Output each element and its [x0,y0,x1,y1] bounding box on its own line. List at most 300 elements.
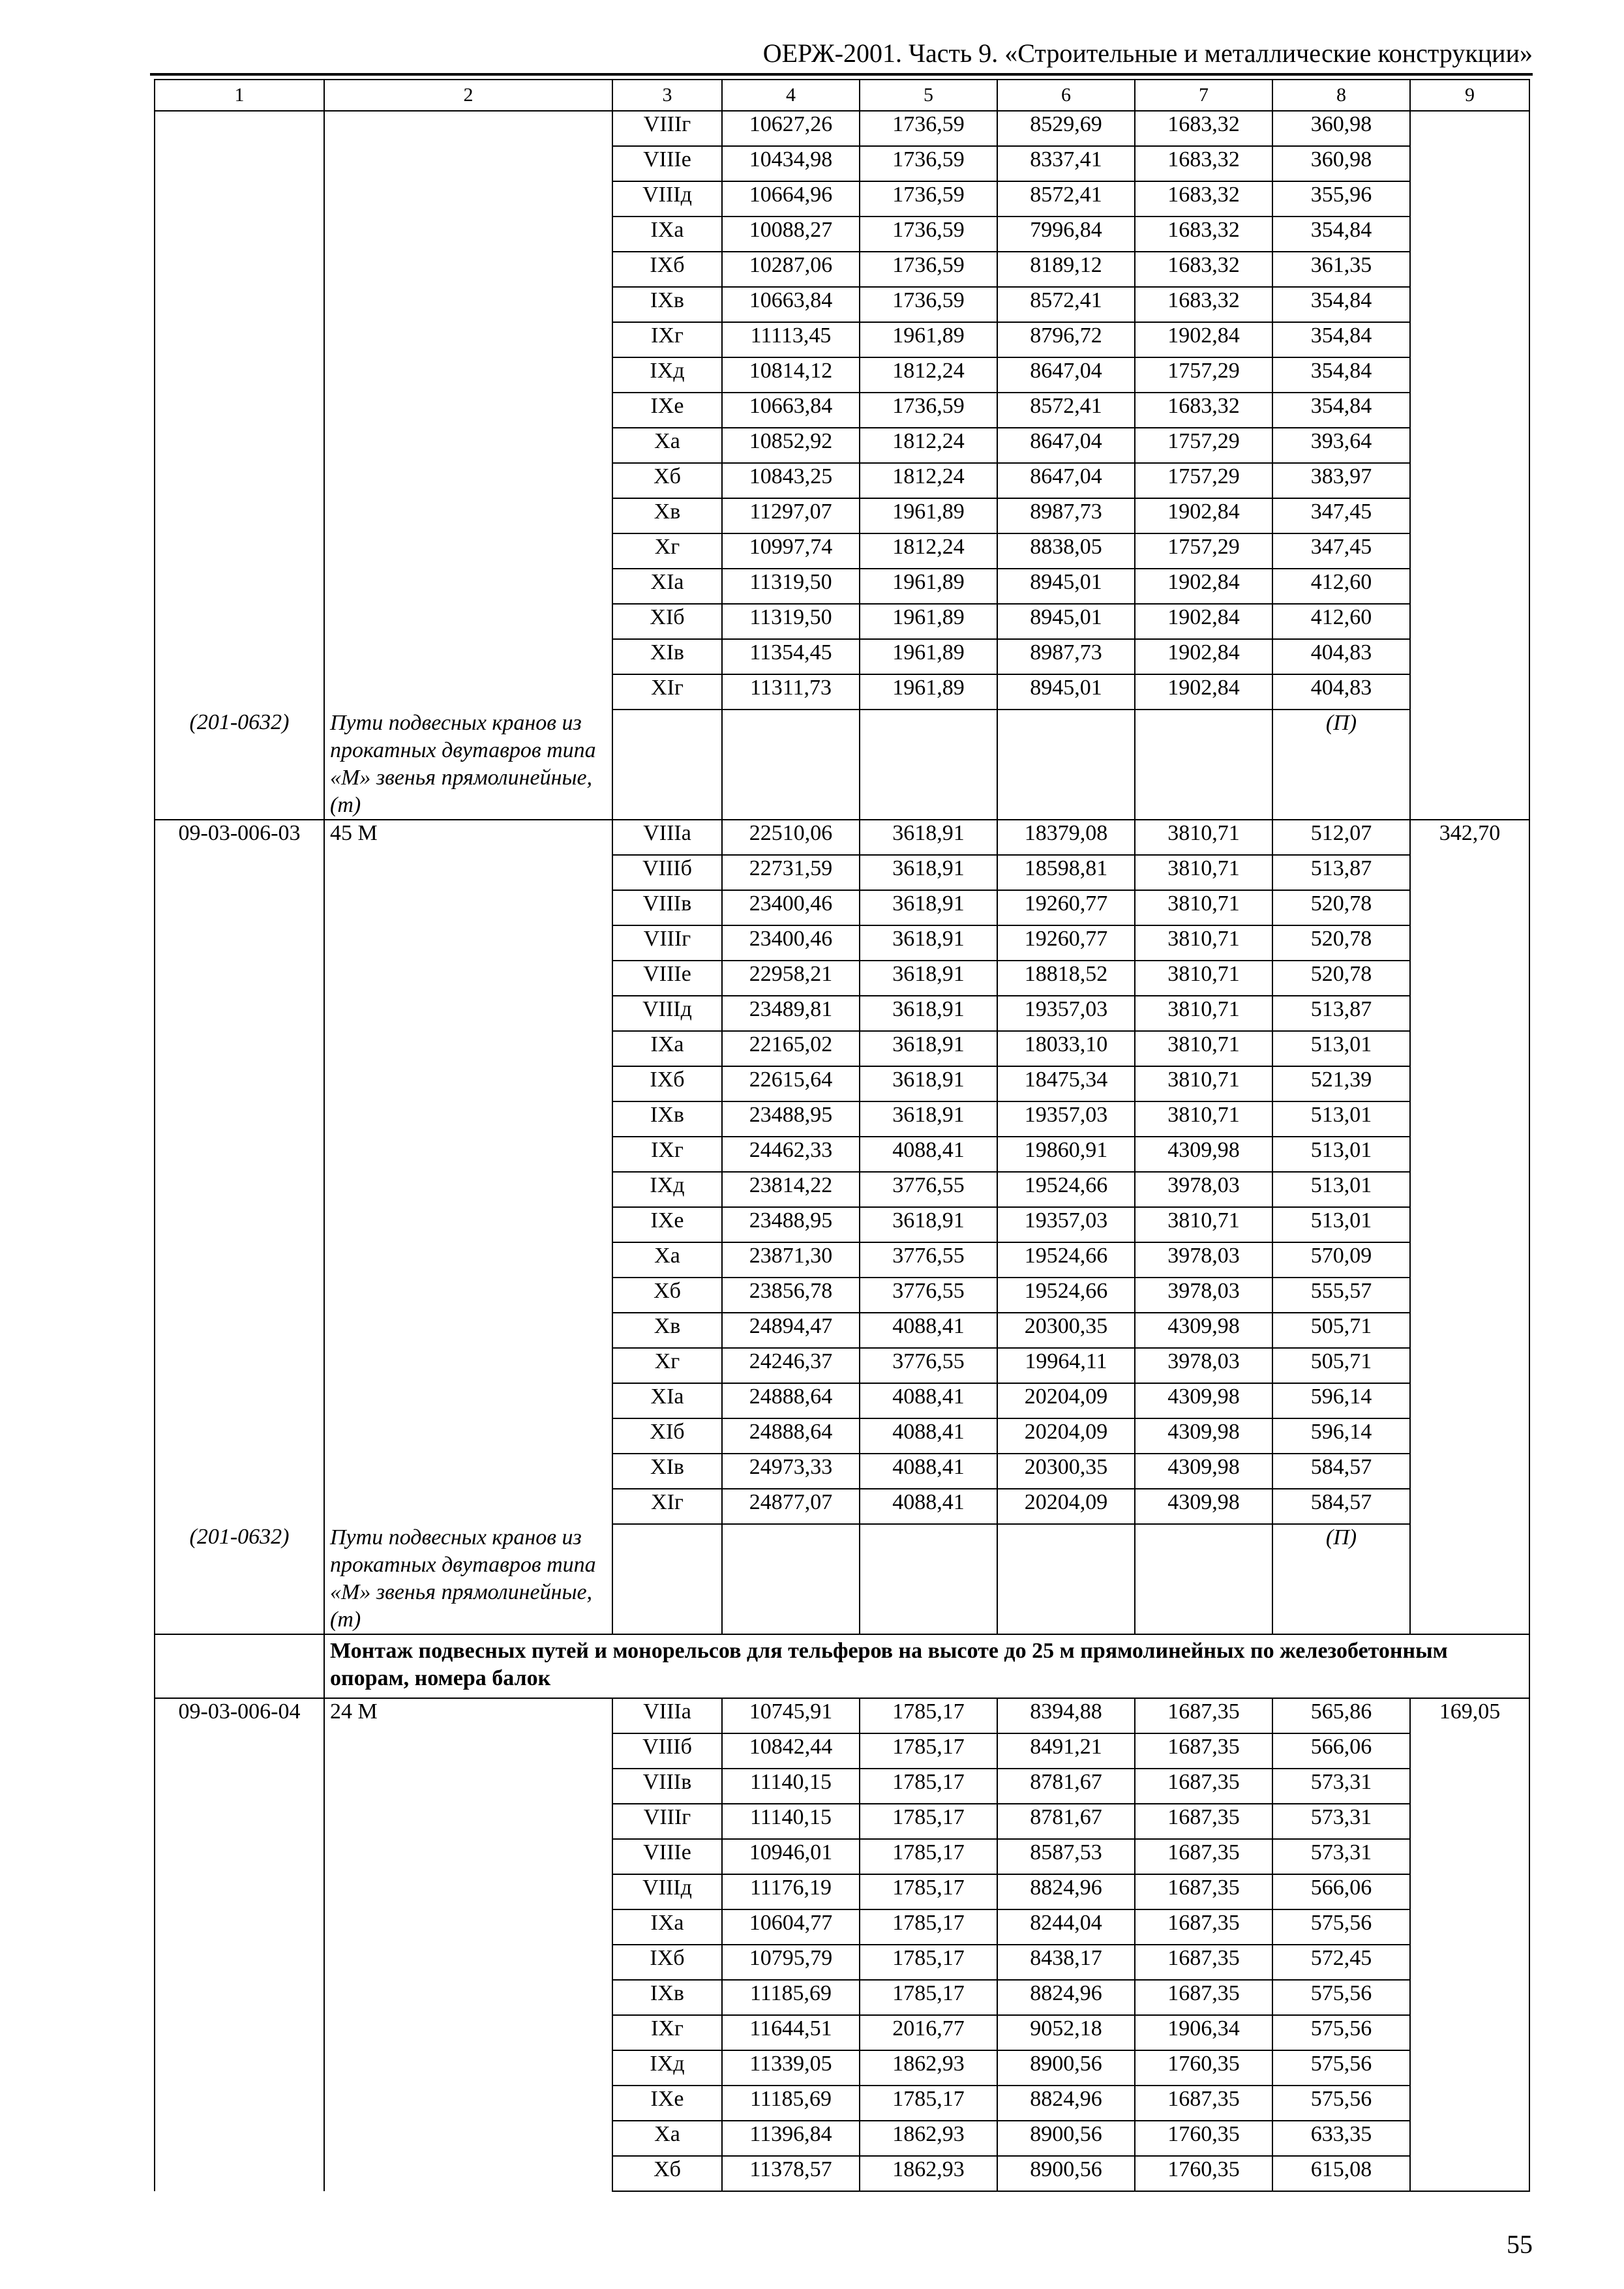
beam-number: VIIIг [612,925,722,961]
wages: 4088,41 [860,1137,997,1172]
total-cost: 24888,64 [722,1383,860,1418]
wages: 3618,91 [860,1207,997,1242]
machines: 8824,96 [997,1980,1135,2015]
wages: 1961,89 [860,674,997,710]
total-cost: 10814,12 [722,357,860,393]
beam-number: Xб [612,463,722,498]
materials: 573,31 [1272,1839,1410,1874]
materials: 575,56 [1272,2050,1410,2086]
beam-number: XIв [612,1454,722,1489]
wages: 1785,17 [860,1769,997,1804]
beam-number: XIа [612,569,722,604]
total-cost: 22615,64 [722,1066,860,1101]
total-cost: 23856,78 [722,1278,860,1313]
machines: 8987,73 [997,639,1135,674]
materials: 360,98 [1272,146,1410,181]
reference-code: (201-0632) [155,1524,324,1634]
driver-wages: 4309,98 [1135,1418,1272,1454]
rate-name [324,111,612,710]
driver-wages: 3810,71 [1135,820,1272,855]
header-rule [150,73,1533,76]
driver-wages: 1687,35 [1135,1733,1272,1769]
materials: 354,84 [1272,393,1410,428]
wages: 1785,17 [860,1804,997,1839]
empty-cell [1135,1524,1272,1634]
driver-wages: 1687,35 [1135,1874,1272,1909]
total-cost: 10795,79 [722,1945,860,1980]
wages: 4088,41 [860,1383,997,1418]
driver-wages: 1760,35 [1135,2121,1272,2156]
total-cost: 23400,46 [722,890,860,925]
beam-number: VIIIе [612,146,722,181]
driver-wages: 3978,03 [1135,1278,1272,1313]
machines: 8900,56 [997,2121,1135,2156]
total-cost: 10434,98 [722,146,860,181]
driver-wages: 4309,98 [1135,1313,1272,1348]
beam-number [612,710,722,820]
total-cost: 10664,96 [722,181,860,217]
column-number: 4 [722,80,860,111]
machines: 8647,04 [997,428,1135,463]
wages: 1736,59 [860,181,997,217]
materials: 570,09 [1272,1242,1410,1278]
beam-number: IXе [612,393,722,428]
machines: 18818,52 [997,961,1135,996]
table-row [155,111,1529,146]
materials: 383,97 [1272,463,1410,498]
driver-wages: 3810,71 [1135,1031,1272,1066]
driver-wages: 1687,35 [1135,1839,1272,1874]
materials: 347,45 [1272,498,1410,533]
materials: 513,01 [1272,1101,1410,1137]
wages: 1785,17 [860,1874,997,1909]
beam-number: IXв [612,1980,722,2015]
empty-cell [997,710,1135,820]
driver-wages: 1757,29 [1135,428,1272,463]
machines: 8189,12 [997,252,1135,287]
wages: 3776,55 [860,1348,997,1383]
total-cost: 11354,45 [722,639,860,674]
driver-wages: 1683,32 [1135,181,1272,217]
materials: 354,84 [1272,217,1410,252]
rate-name: 24 М [324,1698,612,2191]
materials: 505,71 [1272,1313,1410,1348]
materials: 521,39 [1272,1066,1410,1101]
materials: 412,60 [1272,604,1410,639]
beam-number: XIб [612,604,722,639]
machines: 18475,34 [997,1066,1135,1101]
machines: 8572,41 [997,287,1135,322]
beam-number: IXе [612,1207,722,1242]
wages: 3618,91 [860,1066,997,1101]
beam-number: IXа [612,217,722,252]
empty-cell [1135,710,1272,820]
section-title: Монтаж подвесных путей и монорельсов для тельферов на высоте до 25 м прямолинейных по железобетонным опорам, номера балок [324,1634,1529,1698]
driver-wages: 3810,71 [1135,961,1272,996]
materials: 596,14 [1272,1418,1410,1454]
driver-wages: 4309,98 [1135,1383,1272,1418]
materials: 355,96 [1272,181,1410,217]
materials: 555,57 [1272,1278,1410,1313]
column-number: 6 [997,80,1135,111]
wages: 3776,55 [860,1172,997,1207]
beam-number: IXб [612,1066,722,1101]
materials: 596,14 [1272,1383,1410,1418]
machines: 19357,03 [997,1101,1135,1137]
beam-number: VIIIг [612,111,722,146]
beam-number: XIб [612,1418,722,1454]
driver-wages: 3810,71 [1135,1207,1272,1242]
wages: 1736,59 [860,287,997,322]
beam-number: VIIIа [612,1698,722,1733]
materials: 512,07 [1272,820,1410,855]
materials: 347,45 [1272,533,1410,569]
wages: 1785,17 [860,2086,997,2121]
wages: 1736,59 [860,393,997,428]
driver-wages: 1683,32 [1135,252,1272,287]
wages: 1812,24 [860,357,997,393]
empty-cell [860,1524,997,1634]
wages: 3618,91 [860,1101,997,1137]
wages: 1862,93 [860,2050,997,2086]
driver-wages: 1902,84 [1135,322,1272,357]
empty-cell [860,710,997,820]
beam-number: VIIIд [612,1874,722,1909]
driver-wages: 1687,35 [1135,1804,1272,1839]
beam-number: Xг [612,533,722,569]
total-cost: 23871,30 [722,1242,860,1278]
wages: 1862,93 [860,2121,997,2156]
driver-wages: 4309,98 [1135,1454,1272,1489]
materials: 361,35 [1272,252,1410,287]
machines: 19860,91 [997,1137,1135,1172]
wages: 3618,91 [860,996,997,1031]
total-cost: 10663,84 [722,287,860,322]
machines: 20204,09 [997,1383,1135,1418]
driver-wages: 1687,35 [1135,1980,1272,2015]
materials: 505,71 [1272,1348,1410,1383]
total-cost: 11176,19 [722,1874,860,1909]
column-number: 2 [324,80,612,111]
wages: 4088,41 [860,1454,997,1489]
total-cost: 11644,51 [722,2015,860,2050]
machines: 19357,03 [997,996,1135,1031]
wages: 3618,91 [860,855,997,890]
materials: 575,56 [1272,2015,1410,2050]
driver-wages: 1687,35 [1135,1909,1272,1945]
wages: 1736,59 [860,217,997,252]
beam-number: XIг [612,674,722,710]
driver-wages: 1683,32 [1135,217,1272,252]
materials: 565,86 [1272,1698,1410,1733]
rate-code: 09-03-006-03 [155,820,324,1524]
running-header: ОЕРЖ-2001. Часть 9. «Строительные и металлические конструкции» [762,38,1533,68]
wages: 3618,91 [860,925,997,961]
driver-wages: 3810,71 [1135,1066,1272,1101]
machines: 19964,11 [997,1348,1135,1383]
wages: 1785,17 [860,1945,997,1980]
driver-wages: 1687,35 [1135,1769,1272,1804]
driver-wages: 3978,03 [1135,1242,1272,1278]
beam-number: IXд [612,1172,722,1207]
wages: 1812,24 [860,463,997,498]
total-cost: 23488,95 [722,1207,860,1242]
empty-cell [155,1634,324,1698]
table-row [155,1698,1529,1733]
machines: 8781,67 [997,1804,1135,1839]
machines: 8945,01 [997,604,1135,639]
wages: 1785,17 [860,1909,997,1945]
total-cost: 10842,44 [722,1733,860,1769]
total-cost: 24894,47 [722,1313,860,1348]
total-cost: 11378,57 [722,2156,860,2191]
total-cost: 23488,95 [722,1101,860,1137]
total-cost: 10088,27 [722,217,860,252]
beam-number: VIIIг [612,1804,722,1839]
reference-row [155,1524,1529,1634]
reference-row [155,710,1529,820]
machine-hours [1410,111,1529,820]
total-cost: 11319,50 [722,604,860,639]
machines: 8824,96 [997,2086,1135,2121]
machines: 20300,35 [997,1313,1135,1348]
machines: 19524,66 [997,1172,1135,1207]
wages: 4088,41 [860,1489,997,1524]
reference-description: Пути подвесных кранов из прокатных двутавров типа «М» звенья прямолинейные, (т) [324,1524,612,1634]
beam-number: Xб [612,1278,722,1313]
total-cost: 22958,21 [722,961,860,996]
machines: 8824,96 [997,1874,1135,1909]
total-cost: 10663,84 [722,393,860,428]
wages: 4088,41 [860,1313,997,1348]
driver-wages: 1906,34 [1135,2015,1272,2050]
machines: 18033,10 [997,1031,1135,1066]
machines: 8647,04 [997,357,1135,393]
beam-number: VIIIб [612,855,722,890]
materials: 520,78 [1272,961,1410,996]
reference-description: Пути подвесных кранов из прокатных двутавров типа «М» звенья прямолинейные, (т) [324,710,612,820]
machines: 8337,41 [997,146,1135,181]
wages: 1736,59 [860,146,997,181]
materials: 513,01 [1272,1172,1410,1207]
beam-number: Xа [612,1242,722,1278]
total-cost: 24877,07 [722,1489,860,1524]
total-cost: 11113,45 [722,322,860,357]
materials: 513,01 [1272,1207,1410,1242]
rates-table [154,79,1530,2192]
machines: 8781,67 [997,1769,1135,1804]
driver-wages: 1687,35 [1135,1945,1272,1980]
total-cost: 10287,06 [722,252,860,287]
beam-number: IXа [612,1909,722,1945]
wages: 1961,89 [860,639,997,674]
wages: 4088,41 [860,1418,997,1454]
materials: 360,98 [1272,111,1410,146]
beam-number: IXг [612,2015,722,2050]
materials: 393,64 [1272,428,1410,463]
driver-wages: 1760,35 [1135,2050,1272,2086]
machines: 20204,09 [997,1418,1135,1454]
wages: 3618,91 [860,1031,997,1066]
materials: 566,06 [1272,1874,1410,1909]
total-cost: 11185,69 [722,2086,860,2121]
rate-code: 09-03-006-04 [155,1698,324,2191]
column-number-row [155,80,1529,111]
column-number: 9 [1410,80,1529,111]
machine-hours: 169,05 [1410,1698,1529,2191]
wages: 1785,17 [860,1698,997,1733]
page-number: 55 [1507,2230,1533,2259]
machines: 8945,01 [997,674,1135,710]
driver-wages: 3978,03 [1135,1348,1272,1383]
materials: 354,84 [1272,357,1410,393]
driver-wages: 3810,71 [1135,925,1272,961]
machines: 20300,35 [997,1454,1135,1489]
wages: 2016,77 [860,2015,997,2050]
driver-wages: 1757,29 [1135,463,1272,498]
total-cost: 11339,05 [722,2050,860,2086]
driver-wages: 1683,32 [1135,111,1272,146]
total-cost: 10843,25 [722,463,860,498]
driver-wages: 1683,32 [1135,287,1272,322]
beam-number: VIIIе [612,1839,722,1874]
beam-number: IXг [612,322,722,357]
driver-wages: 1902,84 [1135,604,1272,639]
total-cost: 10604,77 [722,1909,860,1945]
beam-number: Xа [612,428,722,463]
beam-number: XIа [612,1383,722,1418]
beam-number: Xв [612,1313,722,1348]
materials: 513,01 [1272,1137,1410,1172]
wages: 1961,89 [860,498,997,533]
materials: 566,06 [1272,1733,1410,1769]
beam-number: VIIIа [612,820,722,855]
machines: 20204,09 [997,1489,1135,1524]
machines: 18379,08 [997,820,1135,855]
beam-number: IXд [612,2050,722,2086]
beam-number: VIIIд [612,181,722,217]
beam-number: Xг [612,1348,722,1383]
machines: 8796,72 [997,322,1135,357]
wages: 1785,17 [860,1839,997,1874]
beam-number: IXг [612,1137,722,1172]
total-cost: 24246,37 [722,1348,860,1383]
machines: 19260,77 [997,925,1135,961]
wages: 3776,55 [860,1278,997,1313]
total-cost: 10852,92 [722,428,860,463]
total-cost: 11396,84 [722,2121,860,2156]
total-cost: 11311,73 [722,674,860,710]
machines: 8647,04 [997,463,1135,498]
beam-number: IXб [612,252,722,287]
wages: 1862,93 [860,2156,997,2191]
materials: 520,78 [1272,890,1410,925]
machines: 8900,56 [997,2050,1135,2086]
driver-wages: 1902,84 [1135,639,1272,674]
total-cost: 22731,59 [722,855,860,890]
empty-cell [722,710,860,820]
empty-cell [722,1524,860,1634]
wages: 1812,24 [860,428,997,463]
driver-wages: 4309,98 [1135,1137,1272,1172]
materials: 513,01 [1272,1031,1410,1066]
driver-wages: 1687,35 [1135,2086,1272,2121]
total-cost: 24888,64 [722,1418,860,1454]
driver-wages: 1683,32 [1135,146,1272,181]
empty-cell [997,1524,1135,1634]
total-cost: 10946,01 [722,1839,860,1874]
reference-mark: (П) [1272,1524,1410,1634]
machines: 8838,05 [997,533,1135,569]
machines: 9052,18 [997,2015,1135,2050]
materials: 404,83 [1272,674,1410,710]
beam-number [612,1524,722,1634]
wages: 3618,91 [860,961,997,996]
total-cost: 24973,33 [722,1454,860,1489]
wages: 1785,17 [860,1733,997,1769]
machines: 8587,53 [997,1839,1135,1874]
materials: 520,78 [1272,925,1410,961]
beam-number: Xа [612,2121,722,2156]
rate-name: 45 М [324,820,612,1524]
total-cost: 11185,69 [722,1980,860,2015]
total-cost: 10745,91 [722,1698,860,1733]
driver-wages: 3810,71 [1135,890,1272,925]
materials: 573,31 [1272,1769,1410,1804]
machines: 18598,81 [997,855,1135,890]
machines: 8572,41 [997,393,1135,428]
materials: 572,45 [1272,1945,1410,1980]
wages: 1961,89 [860,604,997,639]
beam-number: VIIIв [612,1769,722,1804]
driver-wages: 1902,84 [1135,569,1272,604]
wages: 3618,91 [860,820,997,855]
total-cost: 11140,15 [722,1769,860,1804]
column-number: 7 [1135,80,1272,111]
beam-number: VIIIе [612,961,722,996]
beam-number: VIIIб [612,1733,722,1769]
driver-wages: 1902,84 [1135,674,1272,710]
column-number: 5 [860,80,997,111]
materials: 575,56 [1272,2086,1410,2121]
total-cost: 24462,33 [722,1137,860,1172]
driver-wages: 3810,71 [1135,1101,1272,1137]
driver-wages: 3978,03 [1135,1172,1272,1207]
driver-wages: 1760,35 [1135,2156,1272,2191]
machines: 8529,69 [997,111,1135,146]
machines: 8987,73 [997,498,1135,533]
driver-wages: 3810,71 [1135,855,1272,890]
section-row [155,1634,1529,1698]
total-cost: 22510,06 [722,820,860,855]
total-cost: 11319,50 [722,569,860,604]
wages: 1785,17 [860,1980,997,2015]
materials: 584,57 [1272,1489,1410,1524]
materials: 412,60 [1272,569,1410,604]
beam-number: IXе [612,2086,722,2121]
wages: 1736,59 [860,252,997,287]
materials: 573,31 [1272,1804,1410,1839]
driver-wages: 3810,71 [1135,996,1272,1031]
total-cost: 11140,15 [722,1804,860,1839]
reference-code: (201-0632) [155,710,324,820]
driver-wages: 4309,98 [1135,1489,1272,1524]
rate-code [155,111,324,710]
beam-number: VIIIд [612,996,722,1031]
materials: 513,87 [1272,855,1410,890]
wages: 1736,59 [860,111,997,146]
column-number: 1 [155,80,324,111]
